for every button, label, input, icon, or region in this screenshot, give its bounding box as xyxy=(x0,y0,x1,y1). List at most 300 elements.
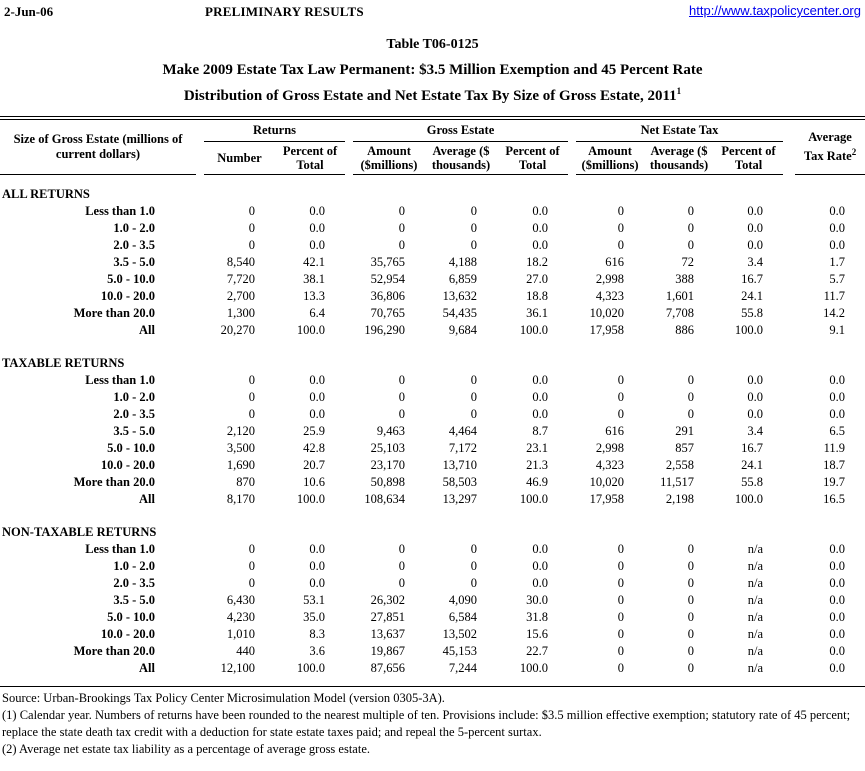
cell-value: 291 xyxy=(675,424,695,438)
table-row xyxy=(0,592,865,609)
cell-value: 0.0 xyxy=(532,390,549,404)
row-label: 1.0 - 2.0 xyxy=(113,559,155,573)
table-row xyxy=(0,372,865,389)
cell-value: 0 xyxy=(687,204,695,218)
column-gap xyxy=(345,254,353,271)
cell-value: 18.8 xyxy=(526,289,549,303)
cell-value: 0 xyxy=(470,542,477,556)
cell-value: 52,954 xyxy=(370,272,405,286)
cell-value: 36.1 xyxy=(526,306,549,320)
cell-value: 0 xyxy=(248,576,255,590)
column-gap xyxy=(568,372,576,389)
cell-value: 4,188 xyxy=(448,255,477,269)
row-label: More than 20.0 xyxy=(73,644,155,658)
column-gap xyxy=(568,120,576,175)
cell-value: 0.0 xyxy=(309,221,325,235)
cell-value: n/a xyxy=(747,559,764,573)
cell-value: 108,634 xyxy=(364,492,405,506)
column-gap xyxy=(783,575,795,592)
row-label: 10.0 - 20.0 xyxy=(100,289,155,303)
row-label: Less than 1.0 xyxy=(85,373,155,387)
column-gap xyxy=(196,120,204,175)
column-gap xyxy=(345,203,353,220)
cell-value: 0 xyxy=(248,542,255,556)
footnote-2: (2) Average net estate tax liability as a percentage of average gross estate. xyxy=(2,742,370,756)
row-label: 3.5 - 5.0 xyxy=(113,255,155,269)
column-gap xyxy=(568,660,576,677)
cell-value: 14.2 xyxy=(823,306,846,320)
col-header-net-average: Average ($ thousands) xyxy=(644,142,714,175)
column-gap xyxy=(568,203,576,220)
cell-value: 42.1 xyxy=(303,255,325,269)
cell-value: 58,503 xyxy=(442,475,477,489)
cell-value: 0.0 xyxy=(829,593,846,607)
cell-value: 13,502 xyxy=(442,627,477,641)
cell-value: 13,632 xyxy=(442,289,477,303)
cell-value: 8.7 xyxy=(532,424,549,438)
table-row xyxy=(0,626,865,643)
column-gap xyxy=(568,541,576,558)
cell-value: 886 xyxy=(675,323,695,337)
cell-value: 0 xyxy=(687,390,695,404)
cell-value: 0 xyxy=(398,373,405,387)
column-gap xyxy=(196,491,204,508)
column-gap xyxy=(345,457,353,474)
table-row xyxy=(0,288,865,305)
footnotes xyxy=(0,690,865,758)
cell-value: 0 xyxy=(617,238,625,252)
cell-value: 70,765 xyxy=(370,306,405,320)
cell-value: n/a xyxy=(747,661,764,675)
cell-value: 1.7 xyxy=(829,255,846,269)
column-gap xyxy=(568,558,576,575)
row-label: 5.0 - 10.0 xyxy=(107,610,155,624)
column-gap xyxy=(568,643,576,660)
cell-value: 0 xyxy=(398,221,405,235)
cell-value: 0 xyxy=(687,221,695,235)
cell-value: 12,100 xyxy=(220,661,255,675)
cell-value: 0.0 xyxy=(747,373,764,387)
cell-value: 8,540 xyxy=(226,255,255,269)
column-gap xyxy=(196,626,204,643)
cell-value: n/a xyxy=(747,610,764,624)
cell-value: 8.3 xyxy=(309,627,325,641)
section-label: ALL RETURNS xyxy=(2,187,90,201)
cell-value: 0 xyxy=(248,390,255,404)
cell-value: 46.9 xyxy=(526,475,549,489)
column-gap xyxy=(568,609,576,626)
cell-value: 0 xyxy=(687,593,695,607)
column-gap xyxy=(196,271,204,288)
cell-value: 4,323 xyxy=(595,458,625,472)
cell-value: 100.0 xyxy=(296,323,325,337)
cell-value: 42.8 xyxy=(303,441,325,455)
cell-value: 20.7 xyxy=(303,458,325,472)
table-row xyxy=(0,305,865,322)
avg-tax-rate-text: Tax Rate xyxy=(803,149,852,164)
cell-value: 0.0 xyxy=(747,204,764,218)
cell-value: 53.1 xyxy=(303,593,325,607)
column-gap xyxy=(783,220,795,237)
cell-value: 13,297 xyxy=(442,492,477,506)
cell-value: 0.0 xyxy=(309,238,325,252)
cell-value: 616 xyxy=(605,424,625,438)
table-row xyxy=(0,271,865,288)
cell-value: 0 xyxy=(617,204,625,218)
cell-value: 0.0 xyxy=(309,576,325,590)
cell-value: 1,690 xyxy=(226,458,255,472)
cell-value: 16.5 xyxy=(823,492,846,506)
cell-value: n/a xyxy=(747,627,764,641)
cell-value: 13,710 xyxy=(442,458,477,472)
table-row xyxy=(0,254,865,271)
cell-value: 0 xyxy=(617,407,625,421)
page-top-bar xyxy=(0,0,865,24)
cell-value: 100.0 xyxy=(519,492,549,506)
table-row xyxy=(0,440,865,457)
cell-value: 0 xyxy=(617,627,625,641)
cell-value: 8,170 xyxy=(226,492,255,506)
cell-value: 50,898 xyxy=(370,475,405,489)
column-gap xyxy=(345,660,353,677)
cell-value: 7,244 xyxy=(448,661,477,675)
cell-value: 13.3 xyxy=(303,289,325,303)
column-gap xyxy=(345,626,353,643)
column-gap xyxy=(196,372,204,389)
cell-value: n/a xyxy=(747,542,764,556)
cell-value: 17,958 xyxy=(589,323,625,337)
cell-value: 18.2 xyxy=(526,255,549,269)
column-gap xyxy=(783,288,795,305)
spacer-row xyxy=(0,508,865,524)
column-gap xyxy=(783,626,795,643)
cell-value: 388 xyxy=(675,272,695,286)
row-label: 3.5 - 5.0 xyxy=(113,593,155,607)
cell-value: 30.0 xyxy=(526,593,549,607)
column-gap xyxy=(783,406,795,423)
cell-value: 27.0 xyxy=(526,272,549,286)
cell-value: 0 xyxy=(470,559,477,573)
column-gap xyxy=(345,440,353,457)
cell-value: 0 xyxy=(617,542,625,556)
cell-value: 0 xyxy=(248,373,255,387)
table-row xyxy=(0,660,865,677)
cell-value: 0.0 xyxy=(829,390,846,404)
cell-value: 16.7 xyxy=(741,441,764,455)
column-gap xyxy=(568,322,576,339)
group-header-returns: Returns xyxy=(204,120,345,142)
cell-value: 31.8 xyxy=(526,610,549,624)
column-gap xyxy=(783,491,795,508)
cell-value: 0.0 xyxy=(309,542,325,556)
column-gap xyxy=(783,305,795,322)
column-gap xyxy=(783,660,795,677)
cell-value: 0 xyxy=(687,373,695,387)
column-gap xyxy=(783,474,795,491)
column-gap xyxy=(196,660,204,677)
cell-value: 0 xyxy=(398,238,405,252)
column-gap xyxy=(196,237,204,254)
cell-value: 25,103 xyxy=(370,441,405,455)
cell-value: 2,198 xyxy=(665,492,695,506)
section-label: NON-TAXABLE RETURNS xyxy=(2,525,157,539)
cell-value: n/a xyxy=(747,576,764,590)
column-gap xyxy=(345,220,353,237)
cell-value: 24.1 xyxy=(741,289,764,303)
cell-value: 16.7 xyxy=(741,272,764,286)
column-gap xyxy=(783,254,795,271)
row-label: 3.5 - 5.0 xyxy=(113,424,155,438)
row-label: 10.0 - 20.0 xyxy=(100,627,155,641)
table-row xyxy=(0,457,865,474)
cell-value: 0 xyxy=(687,627,695,641)
cell-value: 13,637 xyxy=(370,627,405,641)
table-row xyxy=(0,643,865,660)
table-bottom-rule xyxy=(0,686,865,687)
cell-value: 0 xyxy=(687,610,695,624)
column-gap xyxy=(568,220,576,237)
cell-value: 27,851 xyxy=(370,610,405,624)
column-gap xyxy=(783,423,795,440)
cell-value: 6.4 xyxy=(309,306,325,320)
estate-tax-table xyxy=(0,120,865,677)
cell-value: 36,806 xyxy=(370,289,405,303)
cell-value: 35.0 xyxy=(303,610,325,624)
column-gap xyxy=(568,474,576,491)
cell-value: 0 xyxy=(248,238,255,252)
cell-value: 0 xyxy=(617,610,625,624)
column-gap xyxy=(196,575,204,592)
column-gap xyxy=(783,541,795,558)
cell-value: 6.5 xyxy=(829,424,846,438)
cell-value: 0 xyxy=(470,221,477,235)
section-label: TAXABLE RETURNS xyxy=(2,356,125,370)
row-label: 2.0 - 3.5 xyxy=(113,407,155,421)
report-date: 2-Jun-06 xyxy=(4,4,54,19)
cell-value: 0 xyxy=(470,238,477,252)
avg-tax-rate-line1: Average xyxy=(808,129,852,144)
group-header-gross-estate: Gross Estate xyxy=(353,120,568,142)
col-header-gross-amount: Amount ($millions) xyxy=(353,142,425,175)
cell-value: 0 xyxy=(687,542,695,556)
cell-value: 4,464 xyxy=(448,424,477,438)
table-row xyxy=(0,558,865,575)
cell-value: 0 xyxy=(617,373,625,387)
source-note: Source: Urban-Brookings Tax Policy Center Microsimulation Model (version 0305-3A). xyxy=(2,691,445,705)
cell-value: 100.0 xyxy=(734,323,764,337)
cell-value: 0 xyxy=(617,576,625,590)
cell-value: 0.0 xyxy=(829,559,846,573)
cell-value: 0 xyxy=(617,390,625,404)
cell-value: 9.1 xyxy=(829,323,846,337)
row-label: More than 20.0 xyxy=(73,306,155,320)
column-gap xyxy=(783,120,795,175)
cell-value: 2,998 xyxy=(595,441,625,455)
cell-value: 0.0 xyxy=(829,407,846,421)
table-body xyxy=(0,175,865,678)
cell-value: 15.6 xyxy=(526,627,549,641)
col-header-size-line1: Size of Gross Estate (millions of xyxy=(13,132,183,146)
column-gap xyxy=(345,643,353,660)
cell-value: 9,463 xyxy=(376,424,405,438)
cell-value: 4,090 xyxy=(448,593,477,607)
column-gap xyxy=(196,203,204,220)
cell-value: 7,720 xyxy=(226,272,255,286)
column-gap xyxy=(196,457,204,474)
column-gap xyxy=(568,626,576,643)
cell-value: 0.0 xyxy=(829,221,846,235)
cell-value: 0.0 xyxy=(532,238,549,252)
column-gap xyxy=(345,120,353,175)
cell-value: n/a xyxy=(747,644,764,658)
column-gap xyxy=(568,237,576,254)
cell-value: 0 xyxy=(470,204,477,218)
cell-value: 1,010 xyxy=(226,627,255,641)
col-header-returns-percent: Percent of Total xyxy=(275,142,345,175)
cell-value: 21.3 xyxy=(526,458,549,472)
column-gap xyxy=(568,305,576,322)
cell-value: 0.0 xyxy=(829,238,846,252)
column-gap xyxy=(345,288,353,305)
cell-value: 100.0 xyxy=(734,492,764,506)
cell-value: 11,517 xyxy=(660,475,695,489)
cell-value: 0 xyxy=(687,644,695,658)
cell-value: 0 xyxy=(617,593,625,607)
column-gap xyxy=(783,643,795,660)
column-gap xyxy=(196,474,204,491)
col-header-net-percent: Percent of Total xyxy=(714,142,783,175)
cell-value: 2,998 xyxy=(595,272,625,286)
footnote-ref-1: 1 xyxy=(676,86,682,96)
cell-value: 0.0 xyxy=(829,627,846,641)
column-gap xyxy=(568,288,576,305)
row-label: Less than 1.0 xyxy=(85,204,155,218)
cell-value: 0.0 xyxy=(309,373,325,387)
cell-value: 2,558 xyxy=(665,458,695,472)
cell-value: 857 xyxy=(675,441,695,455)
column-gap xyxy=(568,389,576,406)
cell-value: 0.0 xyxy=(829,610,846,624)
cell-value: 9,684 xyxy=(448,323,477,337)
preliminary-results-label: PRELIMINARY RESULTS xyxy=(205,4,364,19)
cell-value: 0.0 xyxy=(309,390,325,404)
row-label: All xyxy=(139,661,155,675)
column-gap xyxy=(196,609,204,626)
cell-value: 0.0 xyxy=(309,204,325,218)
cell-value: 0.0 xyxy=(532,407,549,421)
cell-value: 0.0 xyxy=(532,542,549,556)
table-row xyxy=(0,237,865,254)
cell-value: 0 xyxy=(470,373,477,387)
cell-value: 6,859 xyxy=(448,272,477,286)
col-header-gross-average: Average ($ thousands) xyxy=(425,142,497,175)
column-gap xyxy=(568,575,576,592)
cell-value: 23,170 xyxy=(370,458,405,472)
cell-value: 45,153 xyxy=(442,644,477,658)
cell-value: 100.0 xyxy=(519,323,549,337)
cell-value: 0.0 xyxy=(532,221,549,235)
cell-value: 2,700 xyxy=(226,289,255,303)
column-gap xyxy=(196,558,204,575)
cell-value: 0.0 xyxy=(532,373,549,387)
column-gap xyxy=(196,254,204,271)
cell-value: 3.4 xyxy=(747,424,764,438)
cell-value: 38.1 xyxy=(303,272,325,286)
column-gap xyxy=(196,288,204,305)
cell-value: 10,020 xyxy=(589,475,625,489)
column-gap xyxy=(345,474,353,491)
cell-value: 0 xyxy=(470,390,477,404)
column-gap xyxy=(345,271,353,288)
cell-value: 20,270 xyxy=(220,323,255,337)
column-gap xyxy=(345,541,353,558)
column-gap xyxy=(568,491,576,508)
col-header-average-tax-rate xyxy=(795,120,865,175)
section-header-row xyxy=(0,355,865,372)
cell-value: 10,020 xyxy=(589,306,625,320)
cell-value: 196,290 xyxy=(364,323,405,337)
spacer-row xyxy=(0,175,865,187)
taxpolicycenter-link[interactable]: http://www.taxpolicycenter.org xyxy=(689,3,861,18)
table-number-title: Table T06-0125 xyxy=(386,37,479,52)
cell-value: 0 xyxy=(398,576,405,590)
table-row xyxy=(0,491,865,508)
column-gap xyxy=(345,305,353,322)
column-gap xyxy=(783,457,795,474)
footnote-1: (1) Calendar year. Numbers of returns have been rounded to the nearest multiple of ten. Provisions include: $3.5 million effective exemption; statutory rate of 45 percent; replace the state death tax credit with a deduction for state estate taxes paid; and repeal the 5-percent surtax. xyxy=(2,708,851,739)
column-gap xyxy=(196,406,204,423)
column-gap xyxy=(568,440,576,457)
cell-value: 616 xyxy=(605,255,625,269)
cell-value: 5.7 xyxy=(829,272,846,286)
col-header-size-line2: current dollars) xyxy=(55,147,141,161)
cell-value: 3.6 xyxy=(309,644,325,658)
cell-value: 19,867 xyxy=(370,644,405,658)
row-label: 5.0 - 10.0 xyxy=(107,441,155,455)
cell-value: 0.0 xyxy=(532,204,549,218)
column-gap xyxy=(196,440,204,457)
cell-value: 19.7 xyxy=(823,475,846,489)
cell-value: 0.0 xyxy=(829,576,846,590)
column-gap xyxy=(783,440,795,457)
column-gap xyxy=(345,558,353,575)
column-gap xyxy=(345,592,353,609)
cell-value: 0 xyxy=(617,644,625,658)
row-label: All xyxy=(139,492,155,506)
cell-value: 0.0 xyxy=(829,644,846,658)
column-gap xyxy=(345,423,353,440)
cell-value: 0.0 xyxy=(532,559,549,573)
column-gap xyxy=(783,322,795,339)
cell-value: 0 xyxy=(248,559,255,573)
cell-value: 6,430 xyxy=(226,593,255,607)
cell-value: 100.0 xyxy=(296,661,325,675)
table-row xyxy=(0,203,865,220)
cell-value: 0.0 xyxy=(747,238,764,252)
row-label: 2.0 - 3.5 xyxy=(113,576,155,590)
column-gap xyxy=(783,558,795,575)
column-gap xyxy=(783,237,795,254)
column-gap xyxy=(345,575,353,592)
cell-value: 440 xyxy=(236,644,255,658)
table-subtitle2 xyxy=(0,86,865,105)
table-row xyxy=(0,406,865,423)
cell-value: 0.0 xyxy=(829,661,846,675)
table-row xyxy=(0,322,865,339)
row-label: 2.0 - 3.5 xyxy=(113,238,155,252)
column-gap xyxy=(196,592,204,609)
cell-value: 7,172 xyxy=(448,441,477,455)
